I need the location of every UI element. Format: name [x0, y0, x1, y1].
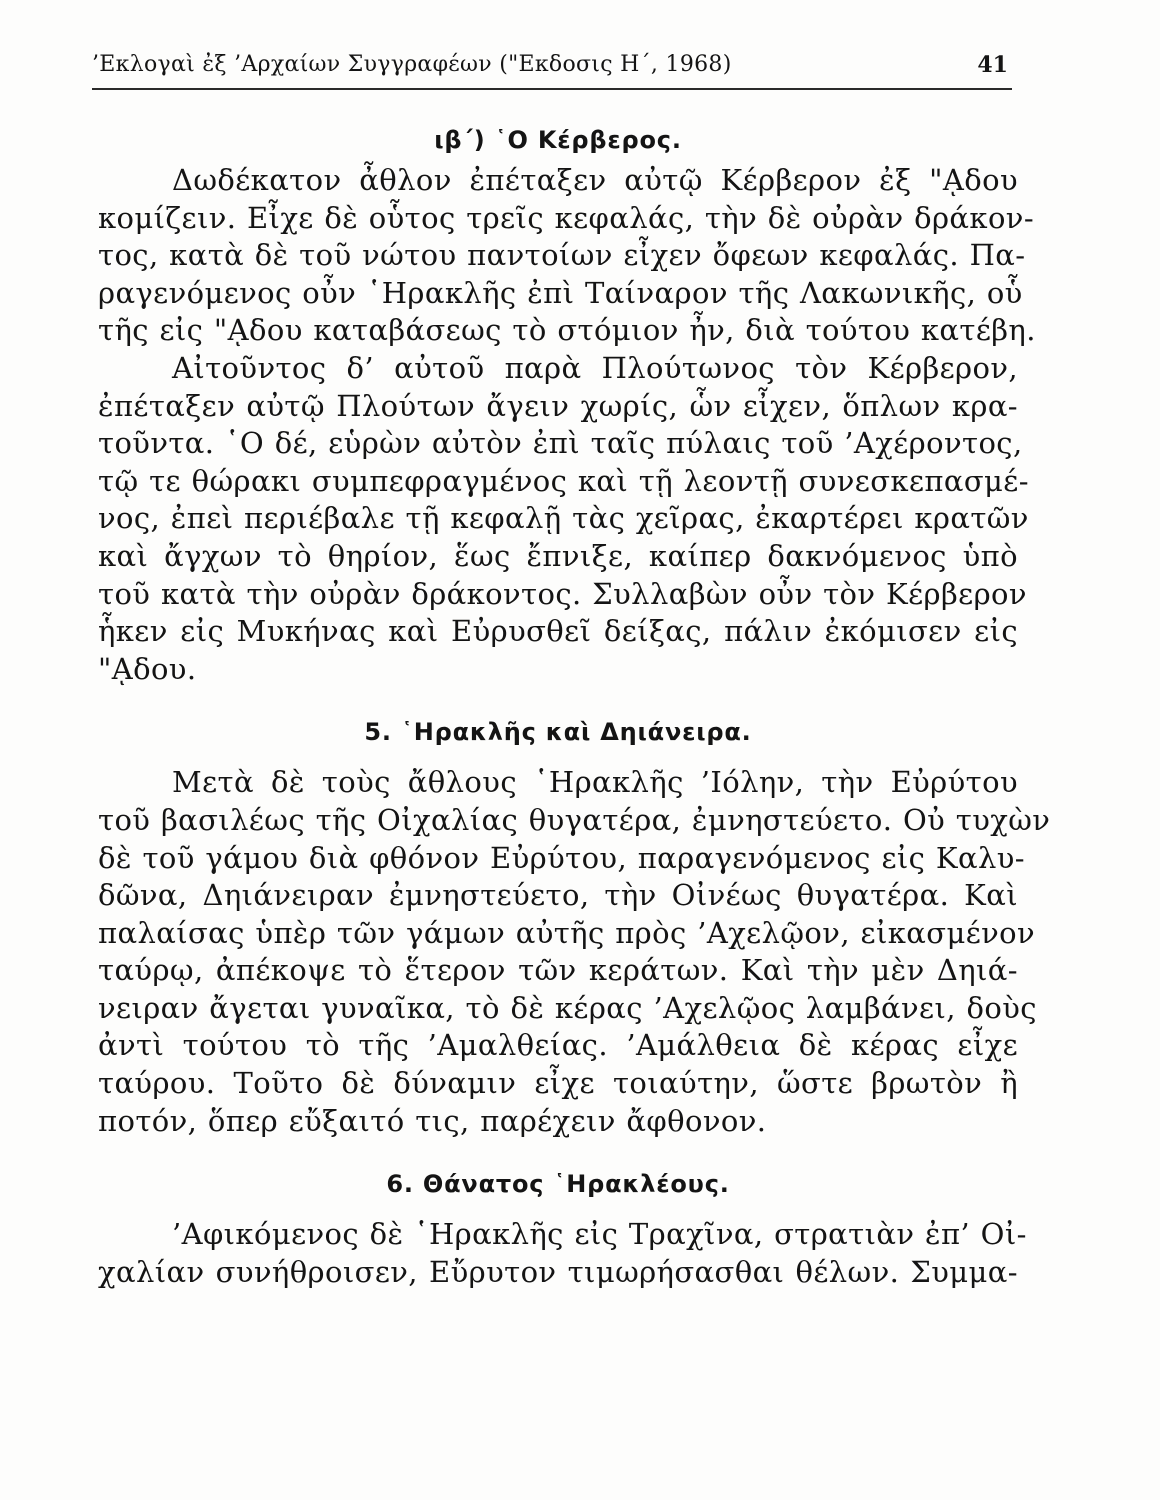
text-line: τοῦ βασιλέως τῆς Οἰχαλίας θυγατέρα, ἐμνηστεύετο. Οὐ τυχὼν: [98, 802, 1051, 837]
section-herakles-deianeira: [98, 710, 1051, 1140]
section-heading: ιβ΄) ῾Ο Κέρβερος.: [434, 126, 682, 154]
text-line: τοῦντα. ῾Ο δέ, εὑρὼν αὐτὸν ἐπὶ ταῖς πύλαις τοῦ ’Αχέροντος,: [98, 426, 1023, 461]
text-line: χαλίαν συνήθροισεν, Εὔρυτον τιμωρήσασθαι θέλων. Συμμα-: [98, 1254, 1018, 1289]
text-line: τῆς εἰς "ᾼδου καταβάσεως τὸ στόμιον ἦν, διὰ τούτου κατέβη.: [98, 313, 1036, 348]
section-heading: 5. ῾Ηρακλῆς καὶ Δηιάνειρα.: [364, 718, 752, 747]
paragraph: [98, 162, 1036, 350]
text-line: ταύρῳ, ἀπέκοψε τὸ ἕτερον τῶν κεράτων. Καὶ τὴν μὲν Δηιά-: [98, 953, 1018, 988]
text-line: νος, ἐπεὶ περιέβαλε τῇ κεφαλῇ τὰς χεῖρας, ἐκαρτέρει κρατῶν: [98, 501, 1029, 536]
text-line: ἀντὶ τούτου τὸ τῆς ’Αμαλθείας. ’Αμάλθεια δὲ κέρας εἶχε: [98, 1028, 1018, 1063]
text-line: Μετὰ δὲ τοὺς ἄθλους ῾Ηρακλῆς ’Ιόλην, τὴν Εὐρύτου: [172, 765, 1018, 800]
text-line: δῶνα, Δηιάνειραν ἐμνηστεύετο, τὴν Οἰνέως θυγατέρα. Καὶ: [98, 878, 1018, 913]
text-line: ραγενόμενος οὖν ῾Ηρακλῆς ἐπὶ Ταίναρον τῆς Λακωνικῆς, οὗ: [98, 275, 1023, 310]
text-line: τοῦ κατὰ τὴν οὐρὰν δράκοντος. Συλλαβὼν οὖν τὸν Κέρβερον: [98, 576, 1027, 611]
text-line: καὶ ἄγχων τὸ θηρίον, ἕως ἔπνιξε, καίπερ δακνόμενος ὑπὸ: [98, 538, 1018, 573]
paragraph: [98, 350, 1029, 688]
running-header: [92, 48, 1012, 90]
text-line: Δωδέκατον ἆθλον ἐπέταξεν αὐτῷ Κέρβερον ἐξ "ᾼδου: [172, 163, 1018, 197]
page-body: [98, 118, 1051, 1291]
page-number: 41: [977, 52, 1008, 78]
section-kerberos: [98, 118, 1036, 688]
text-line: δὲ τοῦ γάμου διὰ φθόνον Εὐρύτου, παραγενόμενος εἰς Καλυ-: [98, 840, 1025, 875]
text-line: ἧκεν εἰς Μυκήνας καὶ Εὐρυσθεῖ δείξας, πάλιν ἐκόμισεν εἰς: [98, 614, 1018, 649]
text-line: ταύρου. Τοῦτο δὲ δύναμιν εἶχε τοιαύτην, ὥστε βρωτὸν ἢ: [98, 1066, 1018, 1101]
text-line: Αἰτοῦντος δ’ αὐτοῦ παρὰ Πλούτωνος τὸν Κέρβερον,: [172, 350, 1018, 385]
text-line: τος, κατὰ δὲ τοῦ νώτου παντοίων εἶχεν ὄφεων κεφαλάς. Πα-: [98, 238, 1026, 273]
text-line: "ᾼδου.: [98, 651, 197, 686]
text-line: παλαίσας ὑπὲρ τῶν γάμων αὐτῆς πρὸς ’Αχελῷον, εἰκασμένον: [98, 915, 1036, 950]
text-line: κομίζειν. Εἶχε δὲ οὗτος τρεῖς κεφαλάς, τὴν δὲ οὐρὰν δράκον-: [98, 200, 1035, 235]
section-death-of-herakles: [98, 1162, 1027, 1291]
text-line: νειραν ἄγεται γυναῖκα, τὸ δὲ κέρας ’Αχελῷος λαμβάνει, δοὺς: [98, 990, 1037, 1025]
running-title: ’Εκλογαὶ ἐξ ’Αρχαίων Συγγραφέων ("Εκδοσις Η΄, 1968): [92, 52, 732, 77]
paragraph: [98, 764, 1051, 1140]
text-line: ’Αφικόμενος δὲ ῾Ηρακλῆς εἰς Τραχῖνα, στρατιὰν ἐπ’ Οἰ-: [172, 1217, 1027, 1252]
text-line: τῷ τε θώρακι συμπεφραγμένος καὶ τῇ λεοντῇ συνεσκεπασμέ-: [98, 463, 1029, 498]
paragraph: [98, 1216, 1027, 1291]
text-line: ἐπέταξεν αὐτῷ Πλούτων ἄγειν χωρίς, ὧν εἶχεν, ὅπλων κρα-: [98, 388, 1018, 423]
text-line: ποτόν, ὅπερ εὔξαιτό τις, παρέχειν ἄφθονον.: [98, 1103, 767, 1138]
section-heading: 6. Θάνατος ῾Ηρακλέους.: [386, 1170, 730, 1199]
